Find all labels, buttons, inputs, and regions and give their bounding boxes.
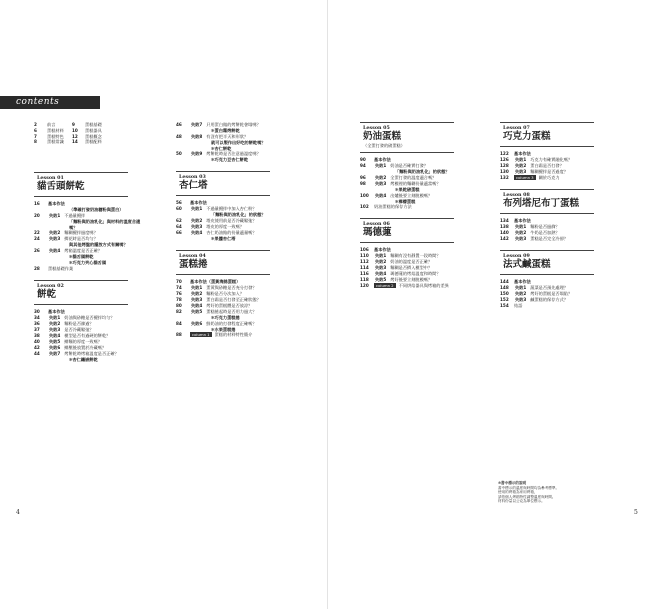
basic-method-label: 基本作法（蛋黃海綿蛋糕） [190,278,241,284]
toc-page-number: 90 [360,157,366,162]
toc-page-number: 78 [176,296,182,302]
toc-page-number: 140 [500,230,509,235]
toc-entry-text: 不同烘焙器具與烤箱的差異 [398,283,449,289]
toc-page-number: 70 [176,278,182,284]
toc-entry [500,175,620,181]
toc-page-number: 114 [360,265,369,271]
failure-tag: 失敗2 [375,259,387,265]
notes-line: 書中標示的溫度與時間均為參考標準。 [498,485,560,490]
failure-tag: 失敗1 [49,212,61,218]
toc-column-2 [176,122,294,346]
toc-page-number: 130 [500,169,509,174]
toc-subentry: ✻果乾磅蛋糕 [395,186,420,192]
toc-item-title: 蛋糕概念 [85,133,102,139]
failure-tag: 失敗5 [375,277,387,283]
column-tag: column 3 [516,175,534,180]
toc-column-1 [34,172,142,371]
toc-entry-text: 烤好的蛋糕是否塌陷？ [530,291,573,296]
lesson-header [500,122,594,147]
toc-entry-text: 烤模裡的麵糊份量適當嗎？ [390,180,441,186]
toc-entry-text: 蛋白霜是否打發至正確狀態？ [206,296,261,302]
toc-page-number: 84 [176,320,182,326]
toc-entry-text: 烤餅乾時是否注意過溫度嗎？ [206,151,261,157]
toc-subentry: ✻巧克力豆杏仁餅乾 [211,157,249,163]
toc-entry-text: 鹹蛋糕的保存方式？ [530,297,568,302]
toc-page-number: 34 [34,314,40,320]
failure-tag: 失敗5 [49,338,61,344]
lesson-block [360,218,470,289]
toc-page-number: 128 [500,163,509,168]
toc-subentry: 與其他烤盤的擺放方式有關嗎？ [69,242,128,248]
failure-tag: 失敗4 [375,271,387,277]
toc-entry-text: 塔皮使用前是否冷藏鬆弛？ [206,217,257,223]
toc-entry-text: 瑪德蓮的烤焙溫度和時間？ [390,271,441,277]
toc-entry-text: 不過量攪拌 [64,212,86,218]
toc-page-number: 134 [500,218,509,223]
toc-item-title: 蛋糕配料 [85,139,102,145]
toc-page-number: 122 [500,151,509,156]
toc-page-number: 132 [500,175,509,180]
toc-entry-text: 牛奶是否加熱？ [530,230,560,235]
toc-page-number: 88 [176,332,182,338]
toc-entry-text: 結語 [514,303,523,308]
column-tag: column 1 [192,332,210,338]
lesson-number: Lesson 05 [363,125,390,131]
toc-entry [176,134,294,140]
toc-entry-text: 出爐後要立刻脫模嗎？ [390,192,433,198]
toc-page-number: 126 [500,157,509,162]
lesson-number: Lesson 07 [503,125,530,131]
lesson-block [500,189,620,242]
toc-page-number: 96 [360,174,366,180]
toc-page-number: 144 [500,279,509,284]
column-tag: column 2 [376,283,394,289]
toc-subentry: ✻杏仁鑲嵌餅乾 [69,356,98,362]
toc-entry-text: 蛋黃與砂糖是否充分打發？ [206,284,257,290]
toc-subentry: ✻水果蛋糕捲 [211,326,236,332]
toc-page-number: 14 [72,139,78,145]
toc-entry-text: 蛋糕是否完全冷卻？ [530,236,568,241]
toc-entry-text: 麵粉是否過篩？ [530,224,560,229]
toc-page-number: 102 [360,204,369,210]
failure-tag: 失敗1 [49,314,61,320]
failure-tag: 失敗3 [515,297,527,302]
failure-tag: 失敗3 [191,223,203,229]
lesson-number: Lesson 08 [503,192,530,198]
toc-entry [34,351,142,357]
lesson-block [176,171,294,242]
toc-entry-text: 奶油蛋糕的保存方法 [374,204,412,210]
lesson-block [500,122,620,181]
toc-subentry: （準確打發奶油糖粉與蛋白） [69,207,124,212]
lesson-title: 蛋糕捲 [179,258,208,270]
toc-page-number: 37 [34,326,40,332]
notes-line: 使用的烤箱為家用烤箱， [498,490,538,495]
toc-page-number: 100 [360,192,369,198]
toc-page-number: 64 [176,223,182,229]
toc-page-number: 98 [360,180,366,186]
lesson-header [500,250,594,275]
toc-page-number: 138 [500,224,509,229]
toc-page-number: 40 [34,338,40,344]
lesson-header [34,172,128,197]
failure-tag: 失敗1 [191,206,203,212]
toc-page-number: 36 [34,320,40,326]
failure-tag: 失敗9 [191,151,203,157]
failure-tag: 失敗1 [515,157,527,162]
toc-entry-text: 有沒有把半天和形狀？ [206,133,249,139]
toc-page-number: 66 [176,229,182,235]
lesson-header [176,250,270,275]
toc-subentry: ✻果醬杏仁塔 [211,235,236,241]
page-number-right: 5 [634,509,638,516]
toc-page-number: 82 [176,308,182,314]
toc-subentry: 就可以製作出好吃的餅乾嗎？ [211,139,266,145]
lesson-block [176,122,294,163]
lesson-block [176,250,294,339]
toc-page-number: 20 [34,212,40,218]
lesson-number: Lesson 02 [37,282,64,289]
toc-entry-text: 麵糊有沒有靜置一段時間？ [390,253,441,259]
lesson-title: 巧克力蛋糕 [503,131,551,142]
toc-column-3 [360,122,470,297]
failure-tag: 失敗4 [191,302,203,308]
lesson-number: Lesson 01 [37,175,64,181]
basic-method-label: 基本作法 [374,157,391,162]
failure-tag: 失敗1 [191,284,203,290]
toc-item-title: 蛋糕基礎 [85,122,102,127]
failure-tag: 失敗4 [49,332,61,338]
lesson-number: Lesson 04 [179,252,206,259]
toc-entry [34,266,142,272]
lesson-number: Lesson 03 [179,174,206,181]
notes-line: 材料份量以公克為單位標示。 [498,499,545,504]
lesson-block [500,250,620,309]
toc-page-number: 112 [360,259,369,265]
failure-tag: 失敗2 [515,163,527,168]
failure-tag: 失敗3 [515,169,527,174]
toc-entry-text: 塔皮的厚度一致嗎？ [206,223,244,229]
toc-subentry: ✻巧克力蛋糕捲 [211,314,240,320]
toc-entry-text: 蛋糕捲起時是否用力過大？ [206,308,257,314]
failure-tag: 失敗4 [49,248,61,254]
toc-subentry: ✻檸檬蛋糕 [395,198,416,204]
toc-entry-text: 擠花時是否均勻？ [64,236,98,242]
toc-page-number: 48 [176,133,182,139]
toc-page-number: 8 [34,139,37,145]
basic-method-label: 基本作法 [190,200,207,206]
toc-page-number: 10 [72,127,78,133]
toc-page-number: 80 [176,302,182,308]
toc-entry [176,332,294,338]
failure-tag: 失敗2 [515,291,527,296]
toc-entry [176,321,294,327]
page-number-left: 4 [16,509,20,516]
toc-item-title: 蛋糕特色 [47,133,64,139]
failure-tag: 失敗2 [49,320,61,326]
toc-item-title: 蛋糕材料 [47,127,64,133]
toc-item-title: 蛋糕常識 [47,139,64,145]
toc-page-number: 28 [34,265,40,271]
lesson-title: 法式鹹蛋糕 [503,259,551,270]
lesson-header [360,218,454,243]
toc-page-number: 150 [500,291,509,296]
failure-tag: 失敗1 [375,253,387,259]
lesson-title: 貓舌頭餅乾 [37,181,85,192]
basic-method-label: 基本作法 [514,151,531,156]
toc-item-title: 前言 [47,122,56,127]
contents-banner [0,96,100,109]
toc-entry [34,213,142,219]
toc-entry [360,181,470,187]
toc-entry-text: 奶油的溫度是否正確？ [390,259,433,265]
toc-entry-text: 擀壓後放置於冷藏嗎？ [64,344,107,350]
basic-method-label: 基本作法 [48,308,65,314]
failure-tag: 失敗8 [191,133,203,139]
toc-entry-text: 麵糊攪拌是否過度？ [530,169,568,174]
toc-entry [360,283,470,289]
basic-method-label: 基本作法 [514,218,531,223]
toc-page-number: 9 [72,122,75,127]
lesson-header [500,189,594,214]
toc-page-number: 24 [34,236,40,242]
toc-entry-text: 不過量攪拌中加入杏仁粉？ [206,206,257,212]
toc-page-number: 7 [34,133,37,139]
failure-tag: 失敗2 [375,174,387,180]
failure-tag: 失敗2 [515,230,527,235]
toc-entry-text: 烤餅乾時烤箱溫度是否正確？ [64,350,119,356]
notes-lines [498,486,620,504]
toc-entry-text: 模型是否有過硬的餅乾？ [64,332,111,338]
toc-entry-text: 杏仁奶油餡的份量適量嗎？ [206,229,257,235]
toc-page-number: 50 [176,151,182,157]
basic-method-label: 基本作法 [514,279,531,284]
toc-page-number: 30 [34,308,40,314]
toc-subentry: ✻貓舌頭餅乾 [69,254,94,260]
toc-page-number: 12 [72,133,78,139]
failure-tag: 失敗5 [191,308,203,314]
lesson-block [34,172,142,272]
toc-intro-grid [34,122,115,145]
toc-entry-text: 是否冷藏鬆弛？ [64,326,94,332]
failure-tag: 失敗3 [515,236,527,241]
toc-page-number: 148 [500,285,509,290]
failure-tag: 失敗2 [49,230,61,236]
toc-entry-text: 麵糊攪拌過度嗎？ [64,230,98,236]
toc-page-number: 120 [360,283,369,289]
toc-entry [360,193,470,199]
toc-entry-text: 只用蛋白做的烤餅乾會塌嗎？ [206,122,261,127]
toc-entry-text: 蛋糕的材料特性簡介 [214,332,253,338]
failure-tag: 失敗1 [515,224,527,229]
toc-entry [500,236,620,242]
failure-tag: 失敗4 [375,192,387,198]
toc-entry-text: 麵糊是否擠入模型中？ [390,265,433,271]
failure-tag: 失敗1 [375,163,387,168]
failure-tag: 失敗4 [191,229,203,235]
lesson-number: Lesson 09 [503,253,530,259]
toc-page-number: 152 [500,297,509,302]
toc-entry-text: 蛋糕基礎作業 [48,265,74,271]
failure-tag: 失敗6 [191,320,203,326]
toc-entry-text: 蛋白霜是否打發？ [530,163,564,168]
failure-tag: 失敗7 [49,350,61,356]
toc-subentry: 「麵粉與奶油乳化」的狀態？ [395,169,450,174]
failure-tag: 失敗2 [191,290,203,296]
lesson-header [176,171,270,196]
basic-method-label: 基本作法 [48,201,65,206]
notes-line: 請依個人烤箱特性調整溫度與時間。 [498,494,556,499]
toc-entry-text: 烤好的蛋糕體是否放涼？ [206,302,253,308]
notes-heading: ✻書中標示的說明 [498,481,527,485]
toc-page-number: 116 [360,271,369,277]
toc-page-number: 118 [360,277,369,283]
toc-entry-text: 蔬菜是否預先處理？ [530,285,568,290]
failure-tag: 失敗6 [49,344,61,350]
toc-page-number: 42 [34,344,40,350]
toc-subentry: ✻杏仁餅乾 [211,145,232,151]
toc-page-number: 2 [34,122,37,127]
toc-page-number: 154 [500,303,509,308]
toc-entry-text: 烤箱溫度是否正確？ [64,248,102,254]
toc-entry-text: 奶油是否確實打發？ [390,163,428,168]
failure-tag: 失敗3 [191,296,203,302]
failure-tag: 失敗1 [515,285,527,290]
failure-tag: 失敗3 [375,265,387,271]
toc-entry-text: 麵粉是否篩過？ [64,320,94,326]
page-gutter [327,0,328,609]
toc-page-number: 46 [176,122,182,127]
toc-page-number: 94 [360,163,366,168]
toc-page-number: 62 [176,217,182,223]
lesson-title: 布列塔尼布丁蛋糕 [503,198,580,209]
toc-subentry: ✻巧克力夾心貓舌頭 [69,259,107,265]
toc-entry [500,303,620,309]
lesson-block [360,122,470,210]
toc-entry [176,309,294,315]
toc-page-number: 16 [34,201,40,206]
toc-subentry: 「麵粉與奶油乳化」的狀態？ [211,212,266,218]
toc-entry-text: 擀麵的厚度一致嗎？ [64,338,102,344]
toc-column-4 [500,122,620,317]
toc-page-number: 56 [176,200,182,206]
toc-subentry: 「麵粉與奶油乳化」與材料的溫度合適嗎？ [69,218,141,230]
toc-item-title: 蛋糕器具 [85,127,102,133]
lesson-title: 餅乾 [37,288,57,300]
lesson-number: Lesson 06 [363,221,390,228]
toc-entry-text: 烤好後要立刻脫模嗎？ [390,277,433,283]
failure-tag: 失敗7 [191,122,203,127]
notes-box [498,481,620,504]
toc-page-number: 38 [34,332,40,338]
toc-page-number: 6 [34,127,37,133]
basic-method-label: 基本作法 [374,247,391,253]
toc-entry-text: 全蛋打發的溫度適合嗎？ [390,174,437,180]
toc-page-number: 110 [360,253,369,259]
toc-page-number: 142 [500,236,509,241]
toc-page-number: 26 [34,248,40,254]
failure-tag: 失敗3 [375,180,387,186]
toc-page-number: 76 [176,290,182,296]
banner-title: contents [16,97,60,107]
failure-tag: 失敗3 [49,236,61,242]
toc-page-number: 44 [34,350,40,356]
toc-intro [34,122,115,145]
toc-entry-text: 鮮奶油的打發程度正確嗎？ [206,320,257,326]
lesson-subtitle: （全蛋打發的磅蛋糕） [363,143,405,148]
toc-page-number: 22 [34,230,40,236]
toc-page-number: 74 [176,284,182,290]
toc-entry [360,204,470,210]
failure-tag: 失敗2 [191,217,203,223]
toc-entry-text: 巧克力有確實融化嗎？ [530,157,573,162]
lesson-header [360,122,454,153]
toc-page-number: 60 [176,206,182,212]
lesson-title: 瑪德蓮 [363,227,392,239]
toc-entry-text: 麵粉是否分次加入？ [206,290,244,296]
lesson-block [34,280,142,363]
lesson-title: 杏仁塔 [179,180,208,192]
toc-entry-text: 關於巧克力 [538,175,560,180]
lesson-header [34,280,128,305]
failure-tag: 失敗3 [49,326,61,332]
lesson-title: 奶油蛋糕 [363,131,402,142]
toc-subentry: ✻蛋白霜烤餅乾 [211,128,240,133]
toc-page-number: 106 [360,247,369,253]
toc-entry-text: 奶油與砂糖是否攪拌均勻？ [64,314,115,320]
